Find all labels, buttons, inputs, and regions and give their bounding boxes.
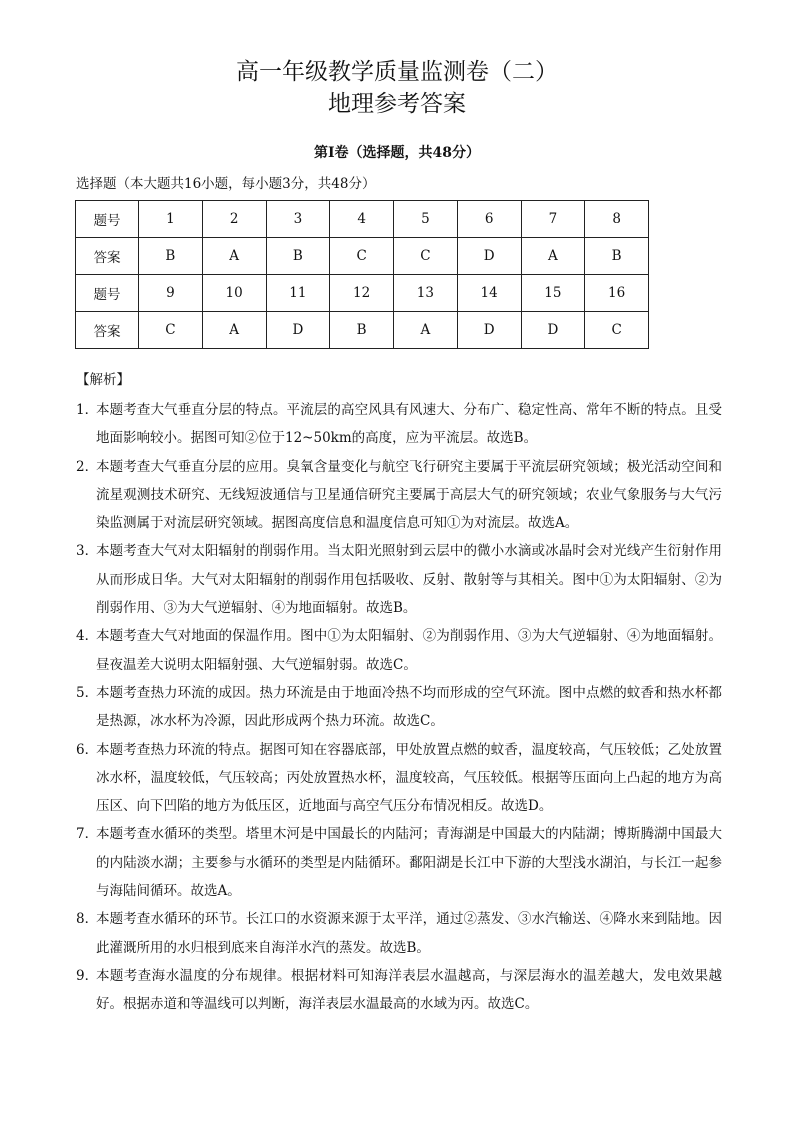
table-cell: 8 (585, 201, 649, 238)
page-subtitle: 地理参考答案 (328, 91, 466, 117)
table-cell: B (330, 312, 394, 349)
analysis-heading: 【解析】 (76, 372, 130, 388)
table-cell: A (202, 312, 266, 349)
table-cell: B (585, 238, 649, 275)
row-label: 题号 (76, 275, 139, 312)
table-cell: 1 (139, 201, 203, 238)
explanation-number: 9． (76, 967, 99, 984)
explanation-number: 4． (76, 628, 99, 645)
table-cell: D (457, 238, 521, 275)
row-label: 答案 (76, 238, 139, 275)
table-cell: B (139, 238, 203, 275)
table-cell: A (202, 238, 266, 275)
explanation-number: 1． (76, 402, 99, 418)
explanation-item (76, 396, 722, 453)
table-cell: A (521, 238, 585, 275)
table-row (76, 238, 649, 275)
row-label: 答案 (76, 312, 139, 349)
explanation-number: 2． (76, 458, 99, 475)
table-row (76, 275, 649, 312)
explanation-item (76, 679, 722, 736)
table-cell: D (266, 312, 330, 349)
explanation-number: 7． (76, 826, 99, 843)
table-cell: B (266, 238, 330, 275)
explanation-number: 3． (76, 543, 99, 560)
table-cell: 6 (457, 201, 521, 238)
table-cell: 3 (266, 201, 330, 238)
table-cell: 7 (521, 201, 585, 238)
explanation-text: 本题考查大气垂直分层的特点。平流层的高空风具有风速大、分布广、稳定性高、常年不断的特点。且受地面影响较小。据图可知②位于12~50km的高度，应为平流层。故选B。 (96, 402, 722, 447)
explanation-item (76, 537, 722, 622)
table-cell: 15 (521, 275, 585, 312)
table-cell: 10 (202, 275, 266, 312)
explanation-item (76, 905, 722, 962)
explanation-text: 本题考查大气垂直分层的应用。臭氧含量变化与航空飞行研究主要属于平流层研究领域；极光活动空间和流星观测技术研究、无线短波通信与卫星通信研究主要属于高层大气的研究领域；农业气象服务与大气污染监测属于对流层研究领域。据图高度信息和温度信息可知①为对流层。故选A。 (96, 458, 722, 532)
explanation-text: 本题考查热力环流的特点。据图可知在容器底部，甲处放置点燃的蚊香，温度较高，气压较低；乙处放置冰水杯，温度较低，气压较高；丙处放置热水杯，温度较高，气压较低。根据等压面向上凸起的地方为高压区、向下凹陷的地方为低压区，近地面与高空气压分布情况相反。故选D。 (96, 741, 722, 815)
explanation-text: 本题考查大气对地面的保温作用。图中①为太阳辐射、②为削弱作用、③为大气逆辐射、④为地面辐射。昼夜温差大说明太阳辐射强、大气逆辐射弱。故选C。 (96, 628, 722, 673)
explanation-number: 5． (76, 684, 99, 701)
explanation-text: 本题考查大气对太阳辐射的削弱作用。当太阳光照射到云层中的微小水滴或冰晶时会对光线产生衍射作用从而形成日华。大气对太阳辐射的削弱作用包括吸收、反射、散射等与其相关。图中①为太阳辐射、②为削弱作用、③为大气逆辐射、④为地面辐射。故选B。 (96, 543, 722, 617)
table-cell: 16 (585, 275, 649, 312)
explanation-item (76, 622, 722, 679)
explanation-item (76, 820, 722, 905)
explanation-number: 8． (76, 911, 99, 928)
table-row (76, 201, 649, 238)
explanation-text: 本题考查海水温度的分布规律。根据材料可知海洋表层水温越高，与深层海水的温差越大，发电效果越好。根据赤道和等温线可以判断，海洋表层水温最高的水域为丙。故选C。 (96, 967, 722, 1013)
choice-heading: 选择题（本大题共16小题，每小题3分，共48分） (76, 176, 376, 192)
table-row (76, 312, 649, 349)
explanation-item (76, 962, 722, 1019)
table-cell: 13 (394, 275, 458, 312)
explanation-number: 6． (76, 741, 99, 758)
table-cell: D (521, 312, 585, 349)
explanation-text: 本题考查水循环的类型。塔里木河是中国最长的内陆河；青海湖是中国最大的内陆湖；博斯腾湖中国最大的内陆淡水湖；主要参与水循环的类型是内陆循环。鄱阳湖是长江中下游的大型浅水湖泊，与长江一起参与海陆间循环。故选A。 (96, 826, 722, 900)
table-cell: A (394, 312, 458, 349)
table-cell: 4 (330, 201, 394, 238)
explanation-list (76, 396, 722, 1019)
table-cell: D (457, 312, 521, 349)
table-cell: 5 (394, 201, 458, 238)
table-cell: 9 (139, 275, 203, 312)
answer-table (75, 200, 649, 349)
table-cell: 2 (202, 201, 266, 238)
section-title: 第Ⅰ卷（选择题，共48分） (313, 145, 481, 161)
table-cell: 14 (457, 275, 521, 312)
table-cell: C (139, 312, 203, 349)
table-cell: 12 (330, 275, 394, 312)
table-cell: C (394, 238, 458, 275)
explanation-item (76, 453, 722, 538)
table-cell: 11 (266, 275, 330, 312)
explanation-text: 本题考查热力环流的成因。热力环流是由于地面冷热不均而形成的空气环流。图中点燃的蚊香和热水杯都是热源，冰水杯为冷源，因此形成两个热力环流。故选C。 (96, 684, 722, 730)
explanation-item (76, 736, 722, 821)
page-title: 高一年级教学质量监测卷（二） (236, 59, 558, 85)
table-cell: C (330, 238, 394, 275)
table-cell: C (585, 312, 649, 349)
row-label: 题号 (76, 201, 139, 238)
explanation-text: 本题考查水循环的环节。长江口的水资源来源于太平洋，通过②蒸发、③水汽输送、④降水来到陆地。因此灌溉所用的水归根到底来自海洋水汽的蒸发。故选B。 (96, 911, 722, 956)
